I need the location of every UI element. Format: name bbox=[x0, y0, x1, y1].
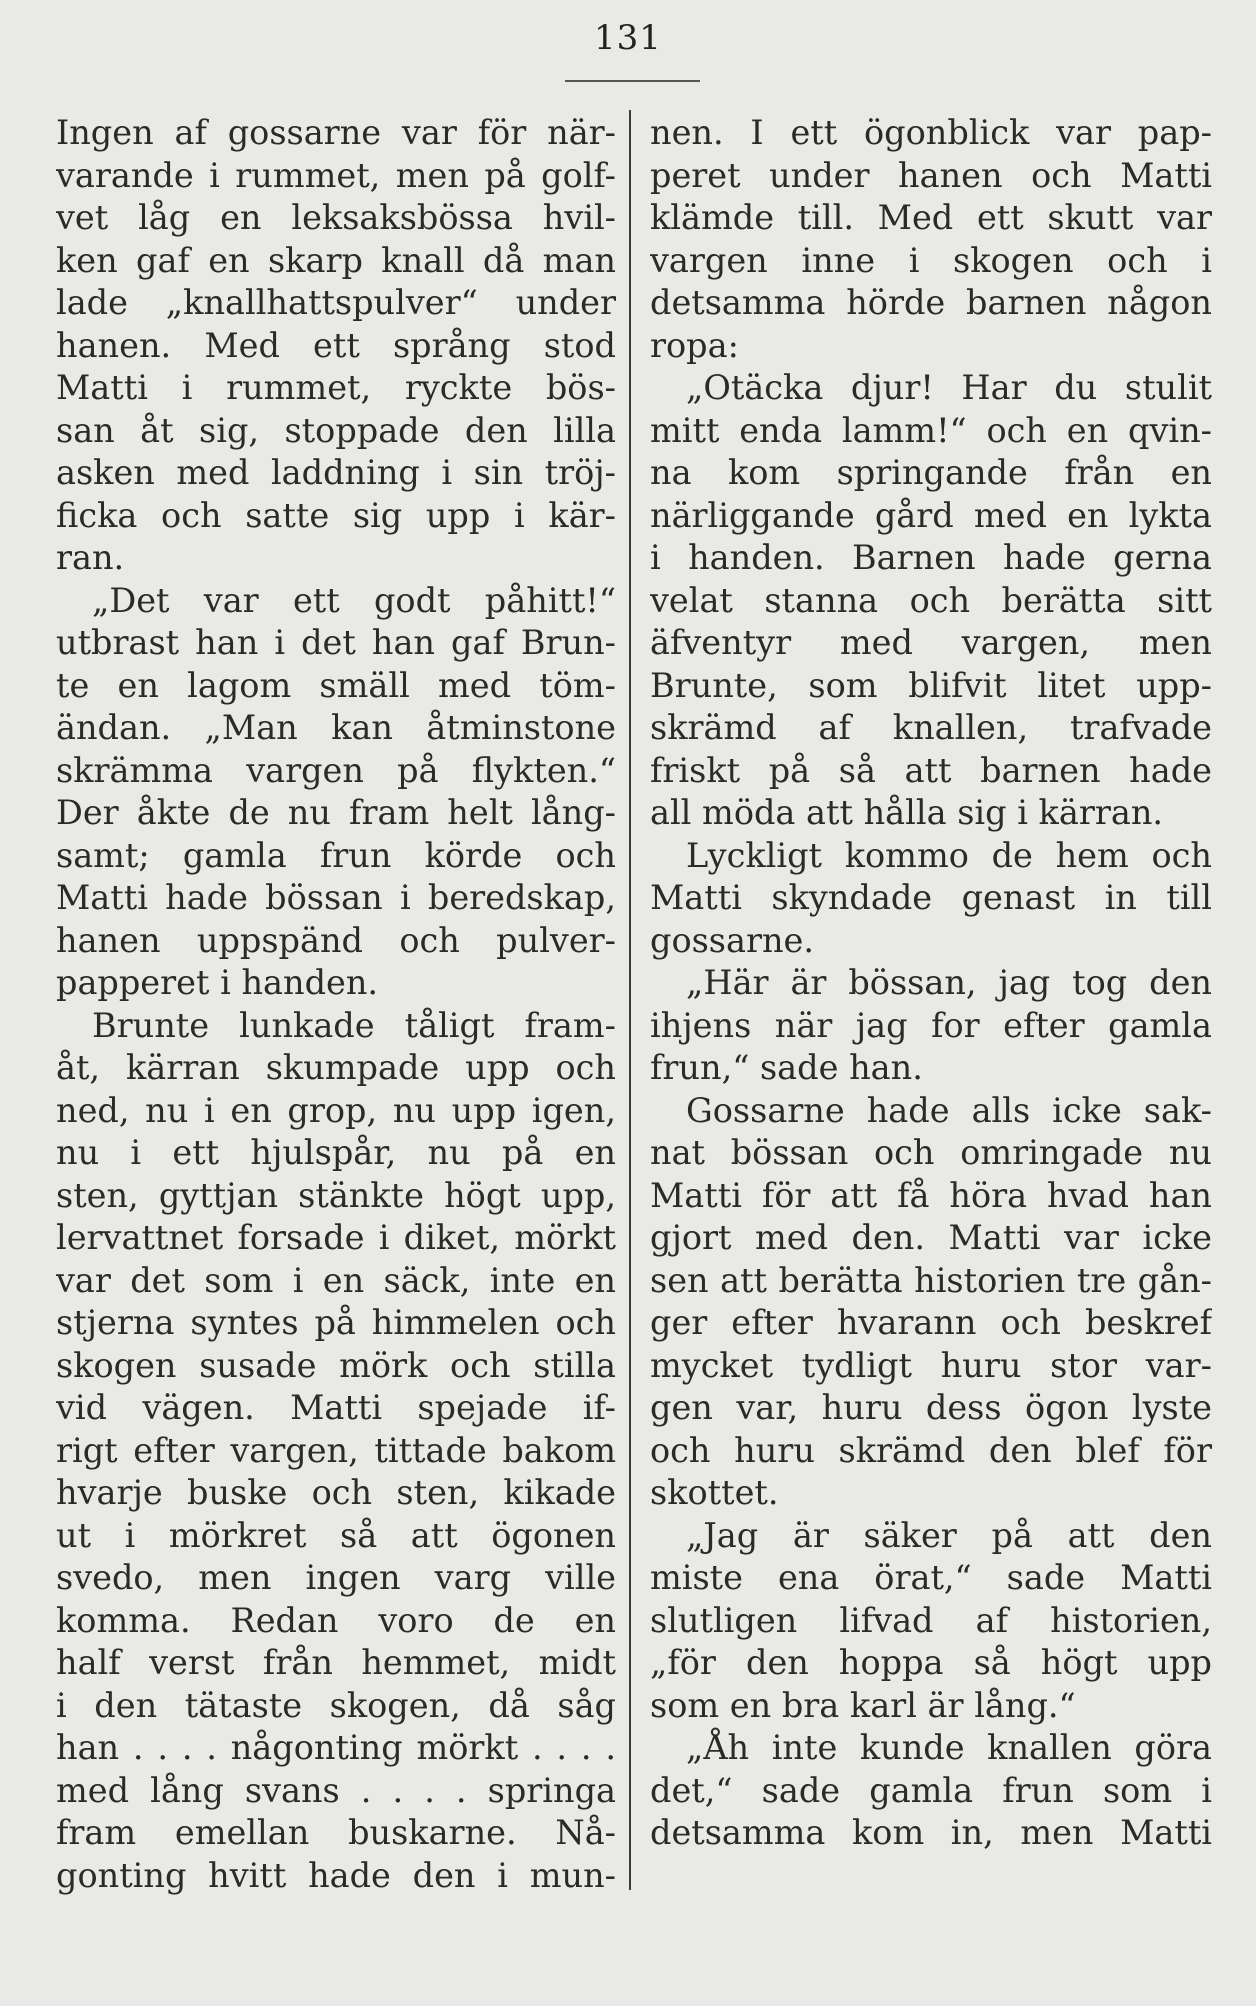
text-line: var det som i en säck, inte en bbox=[56, 1260, 616, 1300]
text-line: sen att berätta historien tre gån- bbox=[650, 1260, 1212, 1300]
text-line: med lång svans . . . . springa bbox=[56, 1770, 616, 1810]
text-line: Brunte lunkade tåligt fram- bbox=[92, 1005, 616, 1045]
text-line: „Otäcka djur! Har du stulit bbox=[686, 368, 1212, 407]
text-line: ger efter hvarann och beskref bbox=[650, 1303, 1212, 1342]
text-line: gonting hvitt hade den i mun- bbox=[56, 1855, 616, 1895]
text-line: vid vägen. Matti spejade if- bbox=[56, 1388, 616, 1427]
text-line: lade „knallhattspulver“ under bbox=[56, 283, 616, 322]
text-line: na kom springande från en bbox=[650, 453, 1212, 492]
text-line: svedo, men ingen varg ville bbox=[56, 1558, 616, 1597]
text-line: lervattnet forsade i diket, mörkt bbox=[56, 1218, 616, 1257]
text-line: Matti för att få höra hvad han bbox=[650, 1175, 1212, 1215]
text-line: som en bra karl är lång.“ bbox=[650, 1685, 1076, 1725]
text-line: ran. bbox=[56, 538, 125, 577]
text-line: ficka och satte sig upp i kär- bbox=[56, 495, 616, 535]
left-column bbox=[56, 112, 616, 1897]
text-line: skogen susade mörk och stilla bbox=[56, 1345, 616, 1385]
text-line: frun,“ sade han. bbox=[650, 1048, 923, 1087]
text-line: velat stanna och berätta sitt bbox=[650, 580, 1212, 620]
page-number: 131 bbox=[594, 18, 662, 58]
text-line: i handen. Barnen hade gerna bbox=[650, 538, 1212, 577]
text-line: miste ena örat,“ sade Matti bbox=[650, 1558, 1212, 1597]
text-line: „Det var ett godt påhitt!“ bbox=[92, 580, 616, 620]
column-divider bbox=[629, 110, 631, 1890]
text-line: ihjens när jag for efter gamla bbox=[650, 1005, 1212, 1045]
text-line: samt; gamla frun körde och bbox=[56, 835, 616, 875]
text-line: stjerna syntes på himmelen och bbox=[56, 1303, 616, 1342]
text-line: skrämd af knallen, trafvade bbox=[650, 708, 1212, 747]
text-line: närliggande gård med en lykta bbox=[650, 495, 1212, 535]
text-line: Matti hade bössan i beredskap, bbox=[56, 878, 616, 917]
text-line: ropa: bbox=[650, 325, 739, 365]
text-line: peret under hanen och Matti bbox=[650, 155, 1212, 195]
text-line: gen var, huru dess ögon lyste bbox=[650, 1388, 1212, 1427]
text-line: hanen uppspänd och pulver- bbox=[56, 920, 616, 960]
text-line: te en lagom smäll med töm- bbox=[56, 665, 616, 705]
text-line: „Åh inte kunde knallen göra bbox=[686, 1728, 1212, 1767]
text-line: „för den hoppa så högt upp bbox=[650, 1643, 1212, 1682]
text-line: rigt efter vargen, tittade bakom bbox=[56, 1430, 616, 1470]
text-line: Gossarne hade alls icke sak- bbox=[686, 1090, 1212, 1130]
text-line: slutligen lifvad af historien, bbox=[650, 1600, 1212, 1640]
text-line: utbrast han i det han gaf Brun- bbox=[56, 623, 616, 662]
text-line: ut i mörkret så att ögonen bbox=[56, 1515, 616, 1555]
text-line: i den tätaste skogen, då såg bbox=[56, 1685, 616, 1725]
text-line: nen. I ett ögonblick var pap- bbox=[650, 113, 1212, 152]
text-line: mitt enda lamm!“ och en qvin- bbox=[650, 410, 1212, 450]
text-line: ändan. „Man kan åtminstone bbox=[56, 708, 616, 747]
text-line: papperet i handen. bbox=[56, 963, 379, 1002]
text-line: Lyckligt kommo de hem och bbox=[686, 835, 1212, 875]
text-line: klämde till. Med ett skutt var bbox=[650, 198, 1212, 237]
text-line: det,“ sade gamla frun som i bbox=[650, 1770, 1212, 1810]
text-line: „Jag är säker på att den bbox=[686, 1515, 1212, 1555]
text-line: Matti i rummet, ryckte bös- bbox=[56, 368, 616, 407]
text-line: detsamma kom in, men Matti bbox=[650, 1813, 1212, 1852]
text-line: och huru skrämd den blef för bbox=[650, 1430, 1212, 1470]
text-line: Matti skyndade genast in till bbox=[650, 878, 1212, 917]
text-line: han . . . . någonting mörkt . . . . bbox=[56, 1728, 616, 1767]
text-line: ken gaf en skarp knall då man bbox=[56, 240, 616, 280]
text-line: åt, kärran skumpade upp och bbox=[56, 1048, 616, 1087]
text-line: asken med laddning i sin tröj- bbox=[56, 453, 616, 492]
text-line: Ingen af gossarne var för när- bbox=[56, 113, 616, 152]
text-line: hvarje buske och sten, kikade bbox=[56, 1473, 616, 1512]
text-line: friskt på så att barnen hade bbox=[650, 750, 1212, 790]
text-line: san åt sig, stoppade den lilla bbox=[56, 410, 616, 450]
text-line: nu i ett hjulspår, nu på en bbox=[56, 1133, 616, 1172]
text-line: all möda att hålla sig i kärran. bbox=[650, 793, 1164, 832]
text-line: äfventyr med vargen, men bbox=[650, 623, 1212, 662]
text-line: Der åkte de nu fram helt lång- bbox=[56, 793, 616, 832]
text-line: vet låg en leksaksbössa hvil- bbox=[56, 198, 616, 237]
text-line: skottet. bbox=[650, 1473, 779, 1512]
text-line: komma. Redan voro de en bbox=[56, 1600, 616, 1640]
text-line: mycket tydligt huru stor var- bbox=[650, 1345, 1212, 1385]
text-line: skrämma vargen på flykten.“ bbox=[56, 750, 616, 790]
text-line: varande i rummet, men på golf- bbox=[56, 155, 616, 195]
text-line: „Här är bössan, jag tog den bbox=[686, 963, 1212, 1002]
text-line: gjort med den. Matti var icke bbox=[650, 1218, 1212, 1257]
text-line: ned, nu i en grop, nu upp igen, bbox=[56, 1090, 616, 1130]
text-line: half verst från hemmet, midt bbox=[56, 1643, 616, 1682]
text-line: vargen inne i skogen och i bbox=[650, 240, 1212, 280]
text-line: sten, gyttjan stänkte högt upp, bbox=[56, 1175, 616, 1215]
text-line: fram emellan buskarne. Nå- bbox=[56, 1813, 616, 1852]
text-line: gossarne. bbox=[650, 920, 815, 960]
right-column bbox=[650, 112, 1212, 1855]
header-rule bbox=[565, 80, 700, 82]
text-line: hanen. Med ett språng stod bbox=[56, 325, 616, 365]
text-line: Brunte, som blifvit litet upp- bbox=[650, 665, 1212, 705]
text-line: detsamma hörde barnen någon bbox=[650, 283, 1212, 322]
text-line: nat bössan och omringade nu bbox=[650, 1133, 1212, 1172]
